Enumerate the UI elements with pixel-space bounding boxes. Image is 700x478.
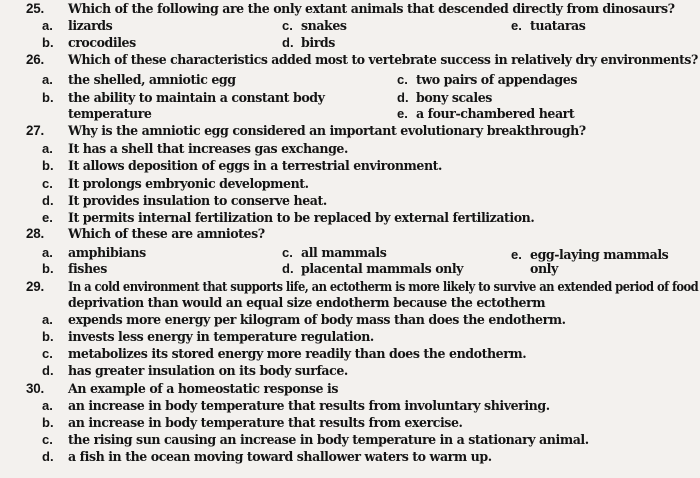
- option-text: It permits internal fertilization to be replaced by external fertilization.: [68, 210, 535, 225]
- question-text: Which of these characteristics added most to vertebrate success in relatively dry environments?: [68, 52, 698, 67]
- option-letter: c.: [42, 346, 53, 361]
- option-text: snakes: [301, 18, 347, 33]
- option-letter: c.: [282, 18, 293, 33]
- option-text: a fish in the ocean moving toward shallower waters to warm up.: [68, 449, 492, 464]
- option-letter: d.: [42, 449, 54, 464]
- option-letter: a.: [42, 141, 53, 156]
- option-letter: d.: [42, 363, 54, 378]
- option-letter: b.: [42, 90, 54, 105]
- option-letter: e.: [42, 210, 53, 225]
- option-text: two pairs of appendages: [416, 72, 577, 87]
- option-letter: c.: [282, 245, 293, 260]
- option-letter: b.: [42, 158, 54, 173]
- option-text-continued: temperature: [68, 106, 152, 121]
- option-text: It allows deposition of eggs in a terrestrial environment.: [68, 158, 442, 173]
- question-number: 26.: [26, 52, 45, 67]
- option-letter: d.: [42, 193, 54, 208]
- option-letter: b.: [42, 415, 54, 430]
- option-text: egg-laying mammals: [530, 247, 669, 262]
- option-letter: a.: [42, 312, 53, 327]
- option-text: It has a shell that increases gas exchange.: [68, 141, 348, 156]
- question-text: Which of these are amniotes?: [68, 226, 265, 241]
- question-text: In a cold environment that supports life, an ectotherm is more likely to survive an extended period of food: [68, 279, 699, 294]
- option-text: an increase in body temperature that results from involuntary shivering.: [68, 398, 550, 413]
- question-text-continued: deprivation than would an equal size endotherm because the ectotherm: [68, 295, 546, 310]
- question-text: Which of the following are the only extant animals that descended directly from dinosaurs?: [68, 1, 675, 16]
- question-number: 25.: [26, 1, 45, 16]
- option-text: tuataras: [530, 18, 586, 33]
- question-text: An example of a homeostatic response is: [68, 381, 338, 396]
- option-text: the ability to maintain a constant body: [68, 90, 325, 105]
- option-letter: b.: [42, 329, 54, 344]
- option-letter: e.: [511, 18, 522, 33]
- option-text: placental mammals only: [301, 261, 464, 276]
- option-text: the shelled, amniotic egg: [68, 72, 236, 87]
- option-text: a four-chambered heart: [416, 106, 575, 121]
- option-text: bony scales: [416, 90, 492, 105]
- option-letter: c.: [397, 72, 408, 87]
- option-text: all mammals: [301, 245, 387, 260]
- option-letter: c.: [42, 176, 53, 191]
- question-number: 28.: [26, 226, 45, 241]
- option-letter: d.: [397, 90, 409, 105]
- option-text: It prolongs embryonic development.: [68, 176, 309, 191]
- option-text: fishes: [68, 261, 107, 276]
- option-text: lizards: [68, 18, 113, 33]
- option-text: invests less energy in temperature regulation.: [68, 329, 374, 344]
- option-text: an increase in body temperature that results from exercise.: [68, 415, 463, 430]
- option-text: It provides insulation to conserve heat.: [68, 193, 327, 208]
- option-letter: c.: [42, 432, 53, 447]
- option-letter: a.: [42, 398, 53, 413]
- option-text: birds: [301, 35, 335, 50]
- option-letter: d.: [282, 261, 294, 276]
- option-letter: d.: [282, 35, 294, 50]
- option-text-continued: only: [530, 261, 558, 276]
- option-letter: a.: [42, 72, 53, 87]
- option-letter: a.: [42, 245, 53, 260]
- option-letter: b.: [42, 261, 54, 276]
- option-text: has greater insulation on its body surface.: [68, 363, 348, 378]
- option-text: expends more energy per kilogram of body mass than does the endotherm.: [68, 312, 566, 327]
- option-letter: b.: [42, 35, 54, 50]
- option-letter: e.: [397, 106, 408, 121]
- option-letter: e.: [511, 247, 522, 262]
- option-text: crocodiles: [68, 35, 136, 50]
- option-text: metabolizes its stored energy more readily than does the endotherm.: [68, 346, 527, 361]
- option-text: amphibians: [68, 245, 146, 260]
- question-number: 29.: [26, 279, 45, 294]
- option-text: the rising sun causing an increase in body temperature in a stationary animal.: [68, 432, 589, 447]
- question-number: 30.: [26, 381, 45, 396]
- question-text: Why is the amniotic egg considered an important evolutionary breakthrough?: [68, 123, 586, 138]
- option-letter: a.: [42, 18, 53, 33]
- question-number: 27.: [26, 123, 45, 138]
